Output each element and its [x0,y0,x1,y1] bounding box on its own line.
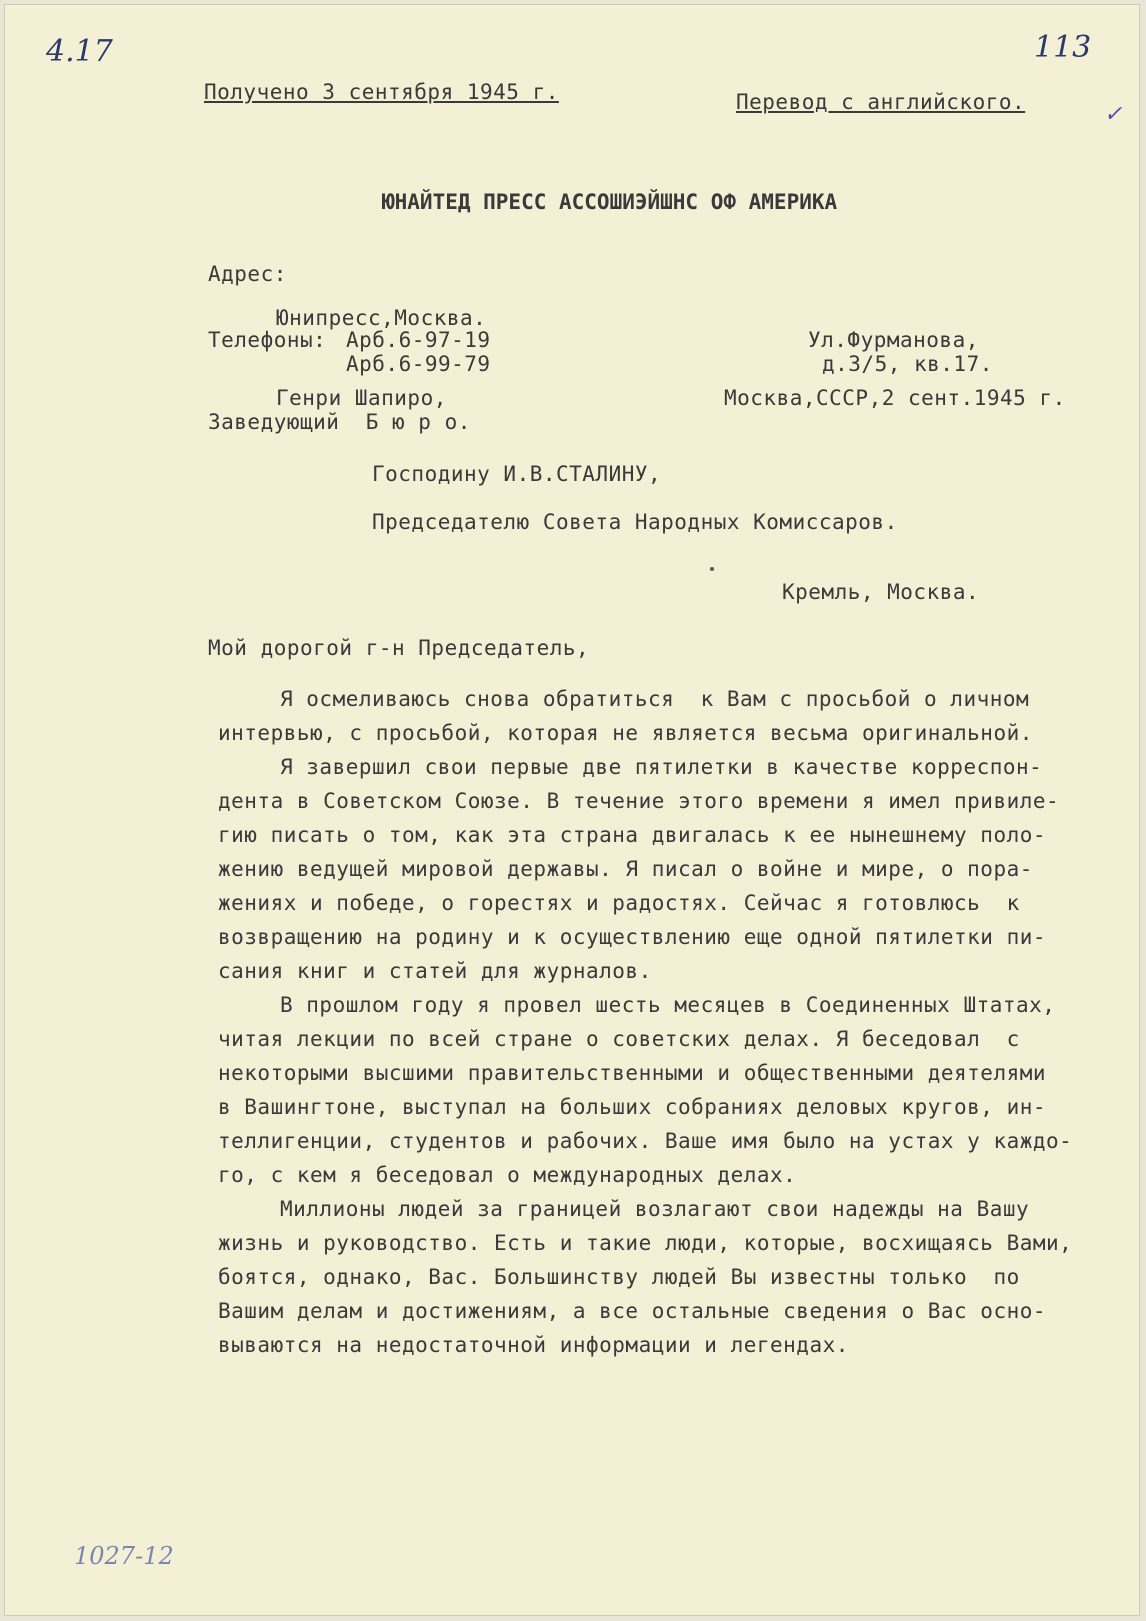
body-line: жизнь и руководство. Есть и такие люди, которые, восхищаясь Вами, [218,1231,1073,1255]
page-number-note: 113 [1034,30,1092,65]
received-date: Получено 3 сентября 1945 г. [204,80,559,104]
body-line: Вашим делам и достижениям, а все остальные сведения о Вас осно- [218,1299,1047,1323]
body-line: в Вашингтоне, выступал на больших собраниях деловых кругов, ин- [218,1095,1047,1119]
body-line: Я осмеливаюсь снова обратиться к Вам с просьбой о личном [280,687,1030,711]
body-line: некоторыми высшими правительственными и общественными деятелями [218,1061,1047,1085]
body-line: сания книг и статей для журналов. [218,959,652,983]
cable-address: Юнипресс,Москва. [276,306,487,330]
house-address: д.3/5, кв.17. [822,352,993,376]
city-date: Москва,СССР,2 сент.1945 г. [724,386,1066,410]
body-line: дента в Советском Союзе. В течение этого времени я имел привиле- [218,789,1060,813]
ink-dot [710,567,714,571]
organization-title: ЮНАЙТЕД ПРЕСС АССОШИЭЙШНС ОФ АМЕРИКА [382,190,838,214]
body-line: жению ведущей мировой державы. Я писал о войне и мире, о пора- [218,857,1033,881]
body-line: вываются на недостаточной информации и легендах. [218,1333,849,1357]
body-line: теллигенции, студентов и рабочих. Ваше имя было на устах у каждо- [218,1129,1073,1153]
document-page [4,4,1140,1616]
archive-folio-note: 4.17 [46,34,113,69]
phone-number-1: Арб.6-97-19 [346,328,491,352]
body-line: читая лекции по всей стране о советских делах. Я беседовал с [218,1027,1020,1051]
body-line: жениях и победе, о горестях и радостях. Сейчас я готовлюсь к [218,891,1020,915]
archive-ref-note: 1027-12 [74,1542,174,1570]
phone-number-2: Арб.6-99-79 [346,352,491,376]
body-line: го, с кем я беседовал о международных делах. [218,1163,797,1187]
body-line: гию писать о том, как эта страна двигалась к ее нынешнему поло- [218,823,1047,847]
recipient-location: Кремль, Москва. [782,580,980,604]
body-line: боятся, однако, Вас. Большинству людей Вы известны только по [218,1265,1020,1289]
letter-body [218,682,1098,1362]
body-line: Миллионы людей за границей возлагают свои надежды на Вашу [280,1197,1030,1221]
salutation: Мой дорогой г-н Председатель, [208,636,590,660]
translation-note: Перевод с английского. [736,90,1026,114]
body-line: интервью, с просьбой, которая не является весьма оригинальной. [218,721,1033,745]
checkmark-icon: ✓ [1104,102,1123,127]
body-line: В прошлом году я провел шесть месяцев в Соединенных Штатах, [280,993,1056,1017]
body-line: возвращению на родину и к осуществлению еще одной пятилетки пи- [218,925,1047,949]
sender-name: Генри Шапиро, [276,386,447,410]
phone-label: Телефоны: [208,328,327,352]
recipient-position: Председателю Совета Народных Комиссаров. [372,510,898,534]
body-line: Я завершил свои первые две пятилетки в качестве корреспон- [280,755,1043,779]
sender-title: Заведующий Б ю р о. [208,410,471,434]
street-address: Ул.Фурманова, [808,328,979,352]
address-label: Адрес: [208,262,287,286]
recipient-name: Господину И.В.СТАЛИНУ, [372,462,662,486]
